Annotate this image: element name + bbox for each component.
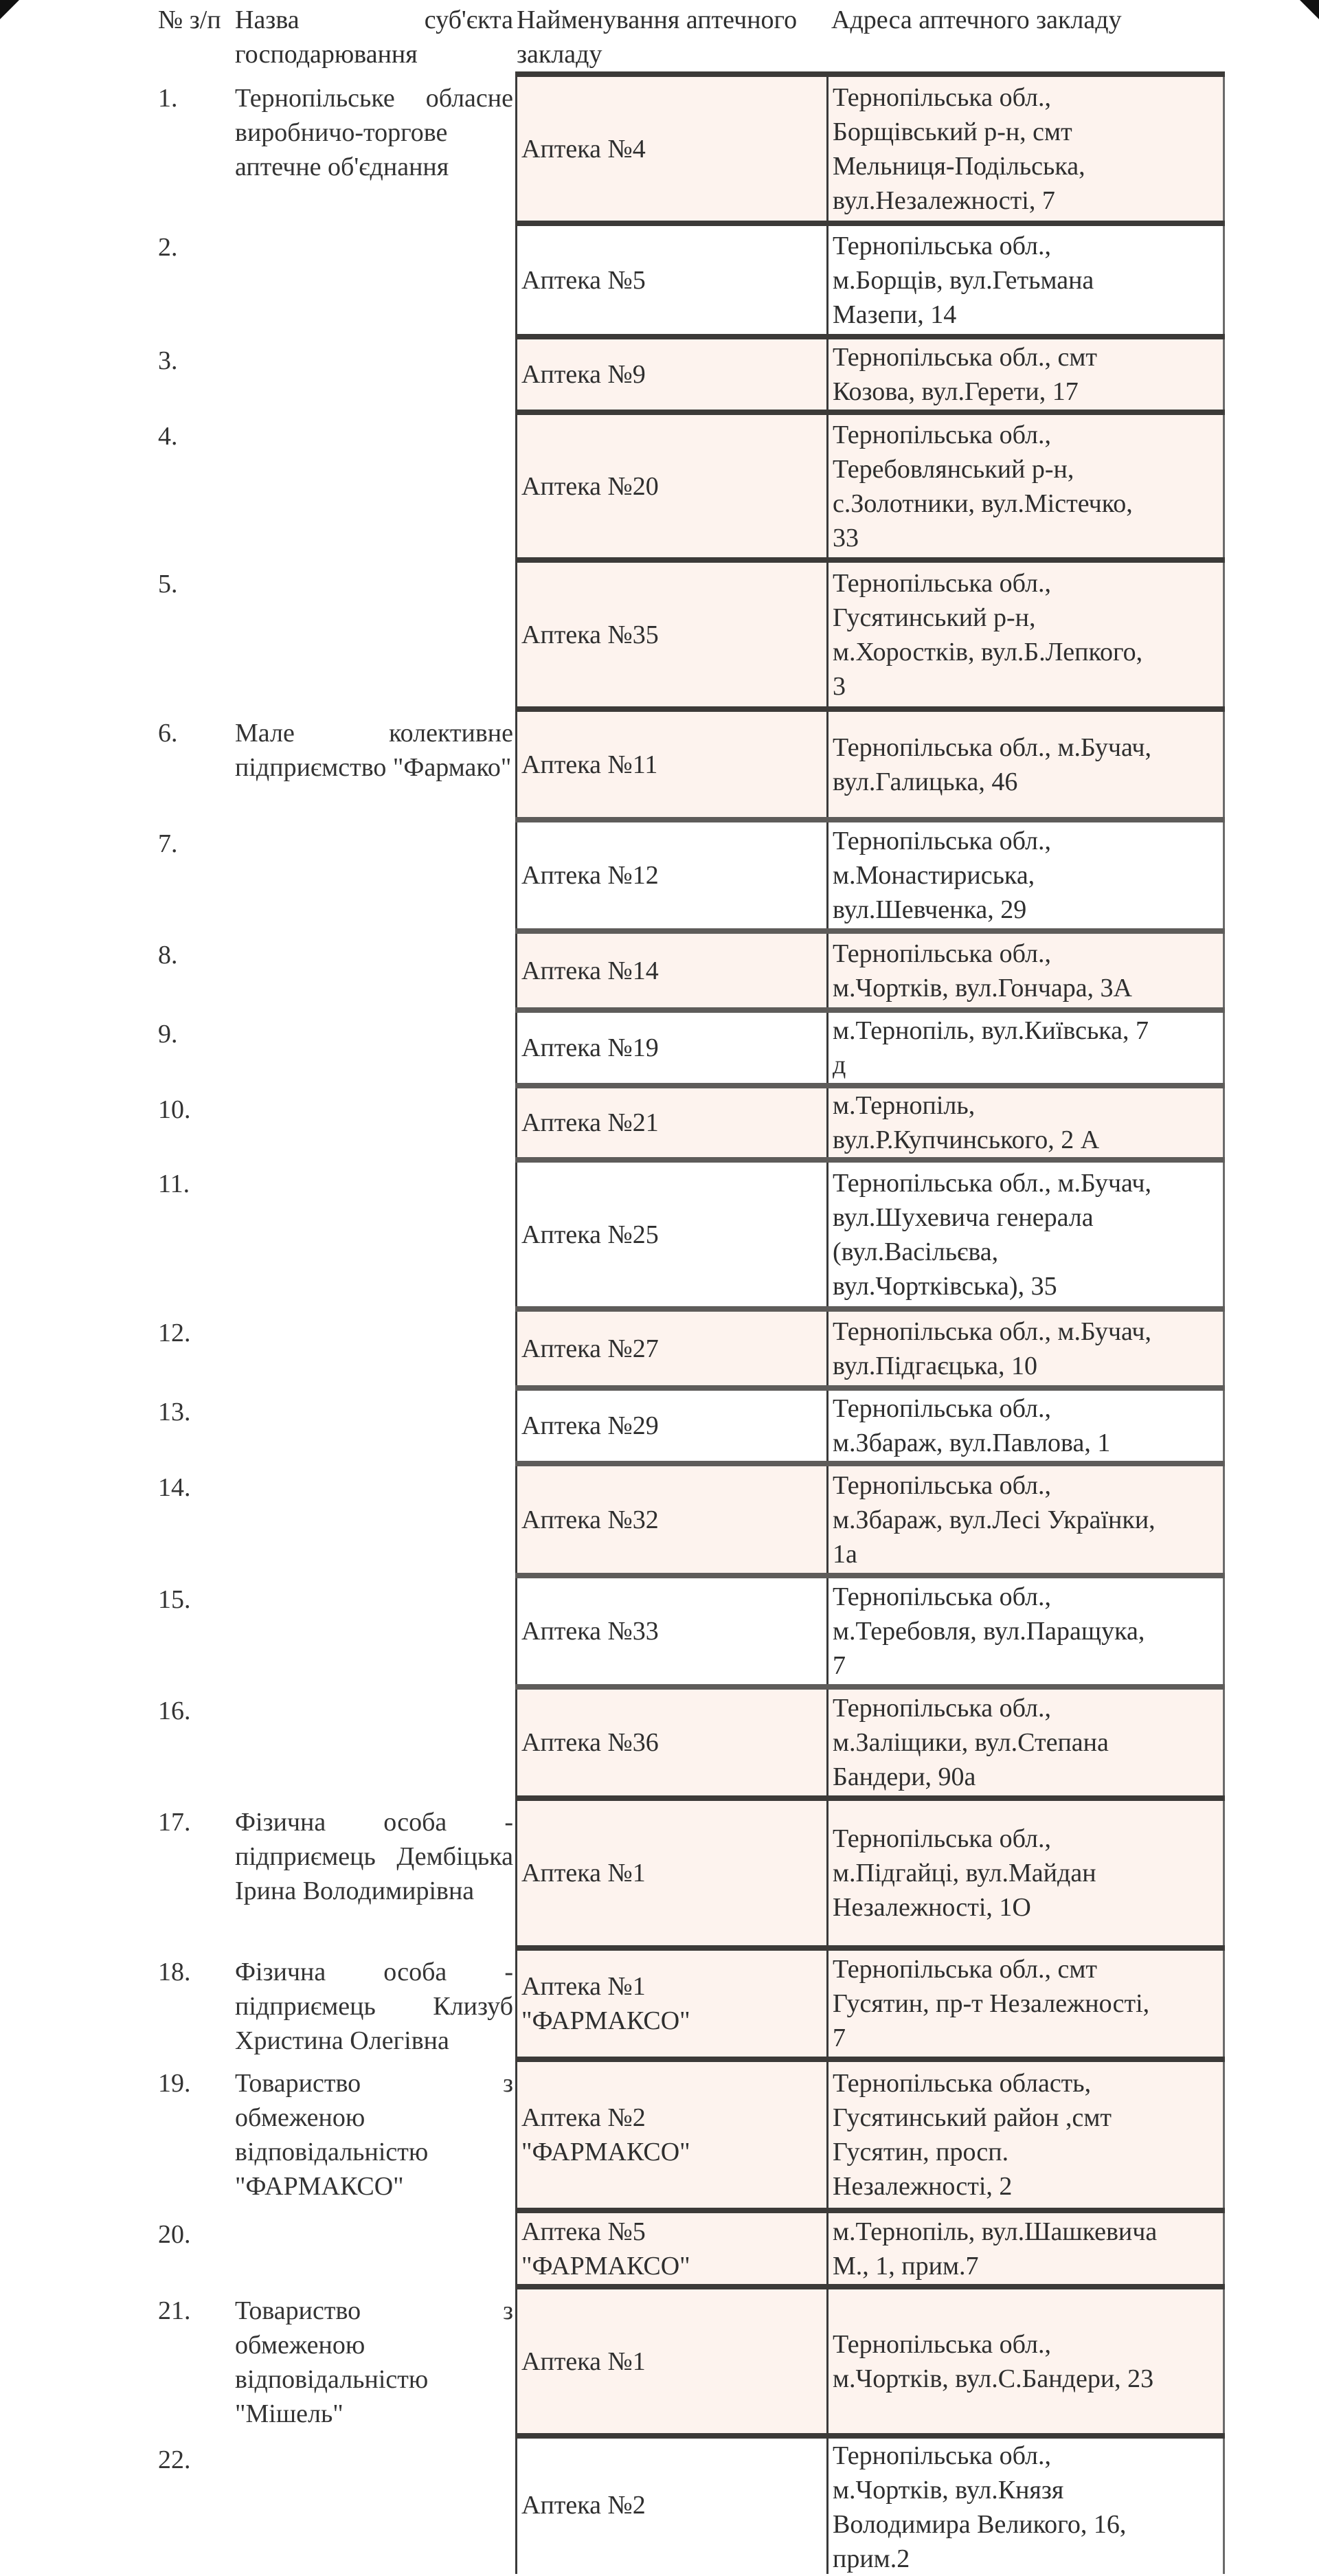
table-row — [0, 1798, 1319, 1948]
pharmacy-address: Тернопільська обл., Гусятинський р-н, м.Хоростків, вул.Б.Лепкого, 3 — [833, 568, 1143, 701]
row-number: 7. — [158, 829, 178, 858]
table-row — [0, 2210, 1319, 2287]
pharmacy-name-cell — [515, 2287, 828, 2436]
table-row — [0, 1086, 1319, 1160]
table-row — [0, 560, 1319, 709]
pharmacy-address: Тернопільська область, Гусятинський район ,смт Гусятин, просп. Незалежності, 2 — [833, 2069, 1112, 2201]
pharmacy-name-cell — [515, 931, 828, 1010]
pharmacy-name-cell — [515, 337, 828, 412]
pharmacy-address-cell — [826, 2059, 1225, 2210]
pharmacy-address-cell — [826, 1464, 1225, 1576]
pharmacy-address-cell — [826, 337, 1225, 412]
row-number: 21. — [158, 2296, 191, 2325]
pharmacy-name-cell — [515, 2436, 828, 2574]
pharmacy-name: Аптека №5 "ФАРМАКСО" — [521, 2217, 690, 2281]
pharmacy-name-cell — [515, 709, 828, 820]
row-divider — [515, 1573, 1225, 1578]
row-divider — [515, 2057, 1225, 2062]
pharmacy-name-cell — [515, 1464, 828, 1576]
pharmacy-address: Тернопільська обл., м.Монастириська, вул.Шевченка, 29 — [833, 827, 1051, 924]
pharmacy-address: Тернопільська обл., м.Чортків, вул.Гончара, 3А — [833, 939, 1132, 1003]
table-row — [0, 412, 1319, 560]
pharmacy-address-cell — [826, 1160, 1225, 1309]
pharmacy-name: Аптека №1 — [521, 1859, 646, 1888]
pharmacy-address: Тернопільська обл., м.Бучач, вул.Підгаєцька, 10 — [833, 1317, 1151, 1380]
table-row — [0, 2059, 1319, 2210]
header-pharmacy-name: Найменування аптечного закладу — [517, 5, 798, 69]
pharmacy-address-cell — [826, 412, 1225, 560]
pharmacy-name: Аптека №1 "ФАРМАКСО" — [521, 1972, 690, 2035]
row-divider — [515, 221, 1225, 226]
pharmacy-name: Аптека №36 — [521, 1728, 659, 1757]
header-number: № з/п — [158, 5, 221, 34]
row-divider — [515, 1945, 1225, 1951]
table-row — [0, 1309, 1319, 1388]
pharmacy-address-cell — [826, 820, 1225, 931]
pharmacy-address-cell — [826, 709, 1225, 820]
pharmacy-name-cell — [515, 1687, 828, 1798]
pharmacy-address-cell — [826, 1687, 1225, 1798]
row-divider — [515, 1083, 1225, 1088]
table-row — [0, 1948, 1319, 2059]
pharmacy-address: Тернопільська обл., Борщівський р-н, смт Мельниця-Подільська, вул.Незалежності, 7 — [833, 82, 1085, 215]
row-number: 8. — [158, 941, 178, 970]
row-number: 17. — [158, 1808, 191, 1837]
pharmacy-name: Аптека №35 — [521, 620, 659, 649]
row-divider — [515, 2208, 1225, 2213]
table-row — [0, 1388, 1319, 1464]
pharmacy-address: Тернопільська обл., м.Збараж, вул.Лесі Українки, 1а — [833, 1470, 1155, 1569]
pharmacy-address-cell — [826, 1388, 1225, 1464]
pharmacy-name-cell — [515, 2059, 828, 2210]
pharmacy-address-cell — [826, 2287, 1225, 2436]
pharmacy-name-cell — [515, 1948, 828, 2059]
row-number: 16. — [158, 1696, 191, 1725]
row-number: 10. — [158, 1095, 191, 1124]
row-subject: Товариство з обмеженою відповідальністю "Мішель" — [235, 2296, 513, 2428]
row-subject: Мале колективне підприємство "Фармако" — [235, 719, 513, 782]
pharmacy-address-cell — [826, 560, 1225, 709]
pharmacy-name-cell — [515, 74, 828, 223]
pharmacy-name-cell — [515, 1086, 828, 1160]
pharmacy-address-cell — [826, 1948, 1225, 2059]
row-number: 20. — [158, 2220, 191, 2249]
table-row — [0, 223, 1319, 337]
pharmacy-address-cell — [826, 1086, 1225, 1160]
row-divider — [515, 71, 1225, 77]
pharmacy-name-cell — [515, 820, 828, 931]
row-number: 13. — [158, 1398, 191, 1426]
pharmacy-name: Аптека №19 — [521, 1033, 659, 1062]
row-divider — [515, 2284, 1225, 2289]
pharmacy-name-cell — [515, 1010, 828, 1086]
pharmacy-address: Тернопільська обл., м.Підгайці, вул.Майдан Незалежності, 1О — [833, 1824, 1096, 1922]
table-row — [0, 2436, 1319, 2574]
row-subject: Фізична особа - підприємець Дембіцька Ірина Володимирівна — [235, 1808, 513, 1905]
row-number: 11. — [158, 1169, 190, 1198]
row-number: 15. — [158, 1585, 191, 1614]
table-row — [0, 2287, 1319, 2436]
row-divider — [515, 706, 1225, 712]
table-row — [0, 1010, 1319, 1086]
row-divider — [515, 928, 1225, 934]
row-number: 12. — [158, 1319, 191, 1347]
pharmacy-name: Аптека №25 — [521, 1220, 659, 1249]
pharmacy-name: Аптека №27 — [521, 1334, 659, 1363]
pharmacy-name-cell — [515, 223, 828, 337]
pharmacy-address: Тернопільська обл., м.Теребовля, вул.Паращука, 7 — [833, 1582, 1145, 1680]
pharmacy-address: Тернопільська обл., смт Козова, вул.Герети, 17 — [833, 343, 1097, 406]
pharmacy-address: Тернопільська обл., м.Збараж, вул.Павлова, 1 — [833, 1394, 1111, 1457]
row-number: 5. — [158, 570, 178, 598]
pharmacy-address: Тернопільська обл., м.Чортків, вул.С.Бандери, 23 — [833, 2329, 1154, 2393]
pharmacy-name-cell — [515, 1160, 828, 1309]
row-divider — [515, 2433, 1225, 2439]
pharmacy-address-cell — [826, 1798, 1225, 1948]
pharmacy-address: Тернопільська обл., м.Бучач, вул.Галицька, 46 — [833, 732, 1151, 796]
row-divider — [515, 1385, 1225, 1391]
pharmacy-address-cell — [826, 1309, 1225, 1388]
pharmacy-name-cell — [515, 1309, 828, 1388]
pharmacy-name: Аптека №5 — [521, 265, 646, 295]
pharmacy-address-cell — [826, 74, 1225, 223]
pharmacy-name-cell — [515, 2210, 828, 2287]
row-divider — [515, 334, 1225, 339]
row-number: 3. — [158, 346, 178, 375]
pharmacy-address-cell — [826, 2210, 1225, 2287]
pharmacy-address: м.Тернопіль, вул.Р.Купчинського, 2 А — [833, 1091, 1100, 1154]
row-divider — [515, 1306, 1225, 1312]
row-subject: Товариство з обмеженою відповідальністю "ФАРМАКСО" — [235, 2069, 513, 2201]
pharmacy-address-cell — [826, 931, 1225, 1010]
row-divider — [515, 557, 1225, 563]
pharmacy-name-cell — [515, 412, 828, 560]
table-row — [0, 1160, 1319, 1309]
pharmacy-name: Аптека №2 "ФАРМАКСО" — [521, 2103, 690, 2166]
row-divider — [515, 410, 1225, 415]
pharmacy-name: Аптека №14 — [521, 956, 659, 985]
row-number: 18. — [158, 1958, 191, 1986]
row-divider — [515, 1461, 1225, 1466]
pharmacy-address: м.Тернопіль, вул.Київська, 7 д — [833, 1016, 1149, 1079]
row-number: 2. — [158, 233, 178, 262]
pharmacy-address: Тернопільська обл., м.Заліщики, вул.Степана Бандери, 90а — [833, 1694, 1109, 1791]
row-number: 1. — [158, 84, 178, 113]
pharmacy-name: Аптека №4 — [521, 134, 646, 164]
pharmacy-address-cell — [826, 1576, 1225, 1687]
pharmacy-name: Аптека №11 — [521, 750, 658, 779]
row-number: 22. — [158, 2445, 191, 2474]
pharmacy-address: Тернопільська обл., м.Бучач, вул.Шухевича генерала (вул.Васільєва, вул.Чортківська), 35 — [833, 1168, 1151, 1301]
pharmacy-name-cell — [515, 1798, 828, 1948]
pharmacy-name: Аптека №1 — [521, 2347, 646, 2376]
pharmacy-address-cell — [826, 2436, 1225, 2574]
row-divider — [515, 1007, 1225, 1013]
pharmacy-address: Тернопільська обл., м.Чортків, вул.Князя Володимира Великого, 16, прим.2 — [833, 2441, 1127, 2573]
row-number: 19. — [158, 2069, 191, 2098]
pharmacy-address-cell — [826, 223, 1225, 337]
row-divider — [515, 1157, 1225, 1163]
pharmacy-name: Аптека №20 — [521, 471, 659, 501]
pharmacy-address: м.Тернопіль, вул.Шашкевича М., 1, прим.7 — [833, 2217, 1158, 2281]
pharmacy-name: Аптека №2 — [521, 2490, 646, 2520]
table-row — [0, 1576, 1319, 1687]
pharmacy-name-cell — [515, 1576, 828, 1687]
row-number: 14. — [158, 1473, 191, 1502]
row-divider — [515, 1795, 1225, 1801]
table-row — [0, 1464, 1319, 1576]
pharmacy-address: Тернопільська обл., смт Гусятин, пр-т Незалежності, 7 — [833, 1955, 1150, 2052]
table-row — [0, 820, 1319, 931]
table-row — [0, 709, 1319, 820]
row-divider — [515, 817, 1225, 822]
row-number: 4. — [158, 422, 178, 451]
pharmacy-name: Аптека №21 — [521, 1108, 659, 1137]
row-divider — [515, 1684, 1225, 1690]
pharmacy-name: Аптека №12 — [521, 861, 659, 890]
table-row — [0, 1687, 1319, 1798]
table-row — [0, 74, 1319, 223]
header-subject: Назва суб'єкта господарювання — [235, 5, 513, 69]
pharmacy-name: Аптека №33 — [521, 1617, 659, 1646]
header-pharmacy-address: Адреса аптечного закладу — [831, 5, 1122, 34]
pharmacy-name: Аптека №29 — [521, 1411, 659, 1440]
pharmacy-name: Аптека №32 — [521, 1505, 659, 1534]
pharmacy-name-cell — [515, 1388, 828, 1464]
row-subject: Фізична особа - підприємець Клизуб Христина Олегівна — [235, 1958, 513, 2055]
table-row — [0, 931, 1319, 1010]
row-number: 6. — [158, 719, 178, 748]
table-row — [0, 337, 1319, 412]
pharmacy-name: Аптека №9 — [521, 360, 646, 389]
row-subject: Тернопільське обласне виробничо-торгове аптечне об'єднання — [235, 84, 513, 181]
row-number: 9. — [158, 1020, 178, 1049]
pharmacy-address: Тернопільська обл., Теребовлянський р-н, с.Золотники, вул.Містечко, 33 — [833, 420, 1133, 552]
pharmacy-address: Тернопільська обл., м.Борщів, вул.Гетьмана Мазепи, 14 — [833, 231, 1094, 329]
pharmacy-address-cell — [826, 1010, 1225, 1086]
pharmacy-name-cell — [515, 560, 828, 709]
